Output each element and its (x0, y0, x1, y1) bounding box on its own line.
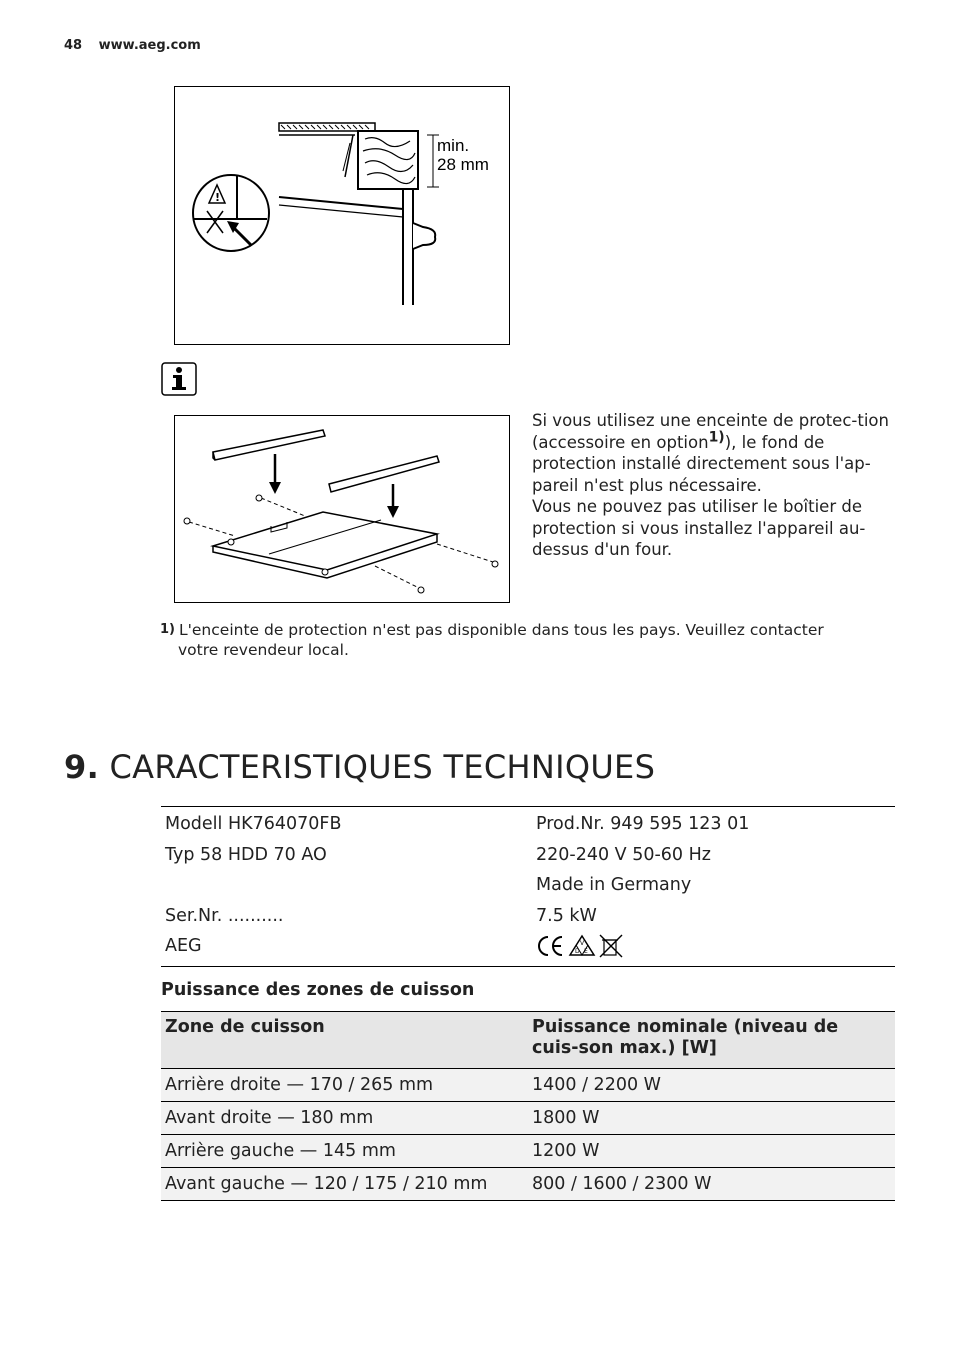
table-row (161, 901, 895, 932)
spec-cell: 7.5 kW (536, 905, 597, 926)
rating-plate-table (161, 806, 895, 967)
footnote-ref: 1) (708, 429, 725, 445)
column-header-zone: Zone de cuisson (165, 1017, 325, 1037)
protection-box-drawing (175, 416, 509, 602)
ce-mark-icon (539, 937, 562, 955)
table-row (161, 840, 895, 871)
website-url[interactable]: www.aeg.com (98, 38, 201, 53)
table-row (161, 809, 895, 840)
power-cell: 1200 W (532, 1141, 600, 1161)
note-part1: Si vous utilisez une enceinte de protec-tion (accessoire en option (532, 411, 889, 452)
spec-cell: AEG (165, 936, 202, 957)
note-part3: Vous ne pouvez pas utiliser le boîtier de protection si vous installez l'appareil au-dessus d'un four. (532, 497, 866, 559)
protection-box-note (532, 410, 892, 561)
vde-letter-e: E (584, 948, 588, 956)
spec-cell: Typ 58 HDD 70 AO (165, 844, 327, 865)
zone-cell: Avant droite — 180 mm (165, 1108, 374, 1128)
footnote-line2: votre revendeur local. (178, 641, 349, 659)
table-row (161, 1135, 895, 1168)
spec-cell: Made in Germany (536, 875, 692, 896)
section-heading: CARACTERISTIQUES TECHNIQUES (109, 748, 656, 786)
weee-bin-icon (600, 935, 622, 957)
spec-cell: Modell HK764070FB (165, 814, 342, 835)
section-title (64, 748, 655, 786)
power-cell: 800 / 1600 / 2300 W (532, 1174, 712, 1194)
footnote (160, 620, 880, 660)
spec-cell: Ser.Nr. .......... (165, 905, 284, 926)
footnote-mark: 1) (160, 622, 175, 637)
zone-cell: Arrière gauche — 145 mm (165, 1141, 396, 1161)
vde-letter-v: V (580, 940, 585, 948)
installation-figure (174, 86, 510, 345)
table-row (161, 1168, 895, 1201)
zone-cell: Avant gauche — 120 / 175 / 210 mm (165, 1174, 488, 1194)
table-row (161, 1069, 895, 1102)
note-part2: ), le fond de protection installé directement sous l'ap-pareil n'est plus nécessaire. (532, 432, 871, 495)
footnote-line1: L'enceinte de protection n'est pas disponible dans tous les pays. Veuillez contacter (179, 621, 824, 639)
cooking-zones-table (161, 1011, 895, 1201)
zone-cell: Arrière droite — 170 / 265 mm (165, 1075, 434, 1095)
certification-marks (532, 934, 628, 958)
vde-mark-icon (570, 936, 594, 955)
power-cell: 1800 W (532, 1108, 600, 1128)
svg-text:!: ! (215, 191, 221, 204)
protection-box-figure (174, 415, 510, 603)
spec-cell: 220-240 V 50-60 Hz (536, 844, 711, 865)
cooking-zones-subtitle: Puissance des zones de cuisson (161, 980, 475, 1000)
certification-marks-graphic (536, 934, 628, 958)
table-header-row (161, 1012, 895, 1069)
table-row (161, 870, 895, 901)
power-cell: 1400 / 2200 W (532, 1075, 661, 1095)
table-row (161, 931, 895, 962)
column-header-power: Puissance nominale (niveau de cuis-son max.) [W] (532, 1017, 839, 1058)
vde-letter-d: D (575, 948, 580, 956)
info-icon (161, 362, 197, 396)
dimension-label-min: min. (437, 136, 470, 155)
table-row (161, 1102, 895, 1135)
dimension-label-value: 28 mm (437, 155, 489, 174)
page-header (64, 38, 201, 53)
section-number: 9. (64, 748, 100, 786)
spec-cell: Prod.Nr. 949 595 123 01 (536, 814, 750, 835)
installation-drawing (175, 87, 509, 344)
page-number: 48 (64, 38, 83, 53)
